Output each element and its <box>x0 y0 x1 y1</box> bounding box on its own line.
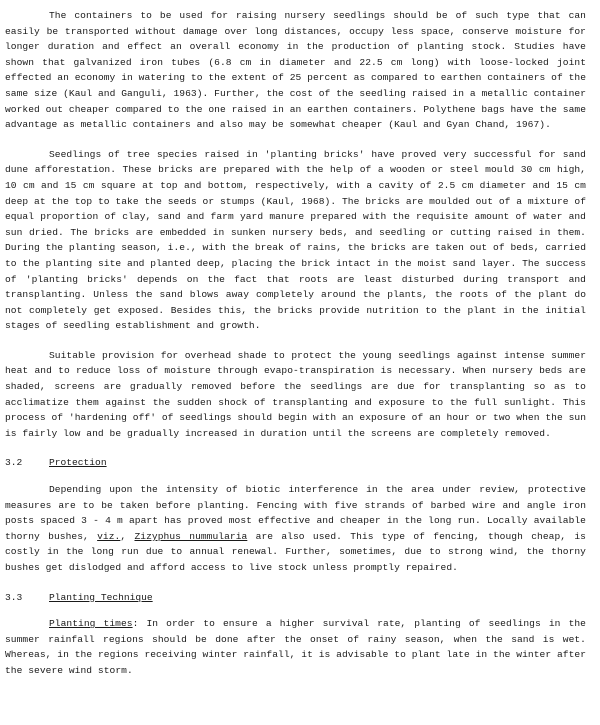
section-heading-planting-technique <box>5 590 586 606</box>
viz-abbrev: viz. <box>97 530 121 542</box>
protection-text-before: Depending upon the intensity of biotic interference in the area under review, protective measures are to be taken before planting. Fencing with five strands of barbed wire and angle iron posts spaced 3 - 4 m apart has proved most effective and cheaper in the long run. Locally available thorny bushes, <box>5 484 586 542</box>
paragraph-overhead-shade: Suitable provision for overhead shade to protect the young seedlings against intense summer heat and to reduce loss of moisture through evapo-transpiration is necessary. When nursery beds are shaded, screens are gradually removed before the seedlings are due for transplanting so as to acclimatize them against the sudden shock of transplanting and exposure to the full sunlight. This process of 'hardening off' of seedlings should begin with an exposure of an hour or two when the sun is fairly low and be gradually increased in duration until the screens are completely removed. <box>5 349 586 439</box>
protection-text-mid: , <box>120 530 135 542</box>
paragraph-protection <box>5 482 586 576</box>
section-heading-protection <box>5 455 586 471</box>
protection-text-after: are also used. This type of fencing, though cheap, is costly in the long run due to annual renewal. Further, sometimes, due to strong wind, the thorny bushes get dislodged and afford access to live stock unless promptly repaired. <box>5 530 586 573</box>
planting-times-text: : In order to ensure a higher survival rate, planting of seedlings in the summer rainfall regions should be done after the onset of rainy season, when the sand is wet. Whereas, in the regions receiving winter rainfall, it is advisable to plant late in the winter after the severe wind storm. <box>5 618 586 676</box>
paragraph-planting-times <box>5 616 586 678</box>
section-number: 3.2 <box>5 457 23 469</box>
section-title: Planting Technique <box>49 591 153 603</box>
section-number: 3.3 <box>5 591 23 603</box>
paragraph-planting-bricks: Seedlings of tree species raised in 'planting bricks' have proved very successful for sand dune afforestation. These bricks are prepared with the help of a wooden or steel mould 30 cm high, 10 cm and 15 cm square at top and bottom, respectively, with a cavity of 2.5 cm diameter and 15 cm deep at the top to take the seeds or stumps (Kaul, 1968). The bricks are moulded out of a mixture of equal proportion of clay, sand and farm yard manure prepared with the requisite amount of water and sun dried. The bricks are embedded in sunken nursery beds, and seedling or cutting raised in them. During the planting season, i.e., with the break of rains, the bricks are taken out of beds, carried to the planting site and planted deep, placing the brick intact in the moist sand layer. The success of 'planting bricks' depends on the fact that roots are least disturbed during transport and transplanting. Unless the sand blows away completely around the plants, the roots of the plant do not completely get exposed. Besides this, the bricks provide nutrition to the plant in the initial stages of seedling establishment and growth. <box>5 148 586 332</box>
species-name: Zizyphus nummularia <box>134 530 248 542</box>
paragraph-containers: The containers to be used for raising nursery seedlings should be of such type that can easily be transported without damage over long distances, occupy less space, conserve moisture for longer duration and effect an overall economy in the production of planting stock. Studies have shown that galvanized iron tubes (6.8 cm in diameter and 22.5 cm long) with loose-locked joint effected an economy in watering to the extent of 25 percent as compared to earthen containers of the same size (Kaul and Ganguli, 1963). Further, the cost of the seedling raised in a metallic container worked out cheaper compared to the one raised in an earthen containers. Polythene bags have the same advantage as metallic containers and also may be somewhat cheaper (Kaul and Gyan Chand, 1967). <box>5 10 586 131</box>
section-title: Protection <box>49 457 107 469</box>
planting-times-lead: Planting times <box>49 618 133 630</box>
